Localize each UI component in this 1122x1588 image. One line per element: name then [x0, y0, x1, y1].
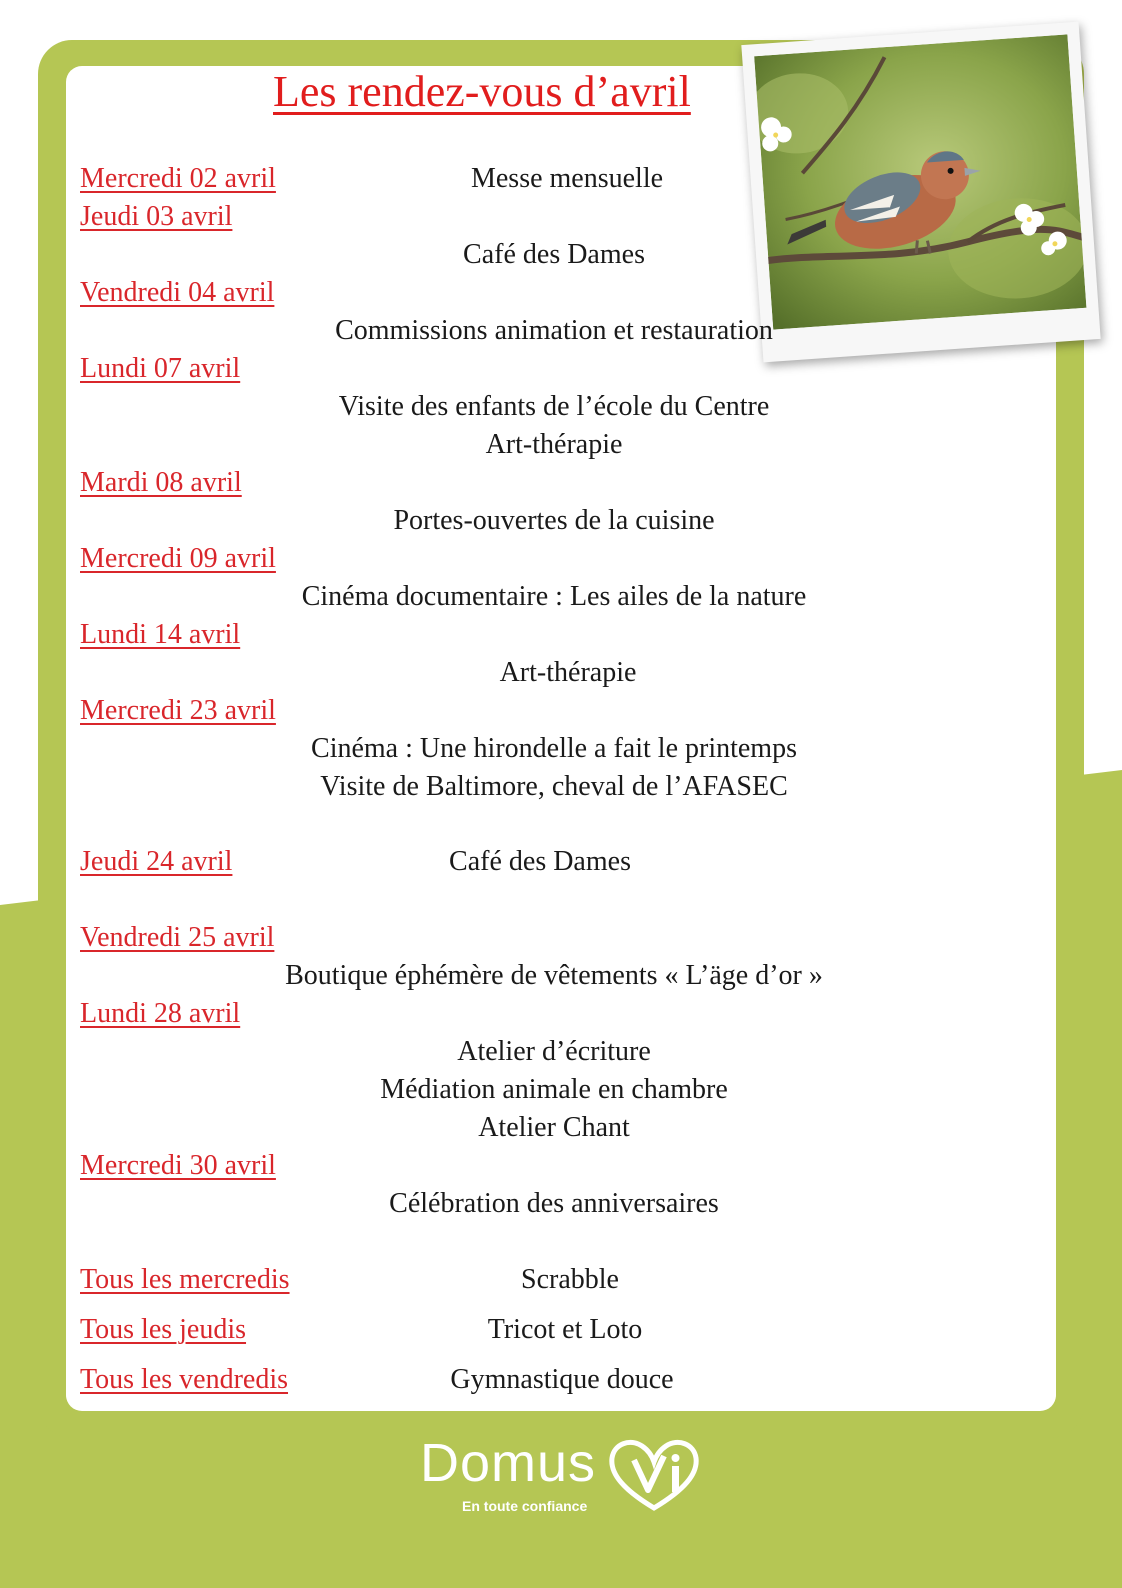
- activity-label: Boutique éphémère de vêtements « L’äge d’or »: [285, 960, 823, 991]
- activity-label: Médiation animale en chambre: [380, 1074, 728, 1105]
- date-label: Lundi 07 avril: [80, 353, 241, 384]
- activity-label: Café des Dames: [449, 846, 631, 877]
- chaffinch-bird-photo: [754, 34, 1086, 329]
- activity-label: Cinéma : Une hirondelle a fait le printemps: [311, 733, 797, 764]
- date-label: Vendredi 25 avril: [80, 922, 275, 953]
- activity-label: Commissions animation et restauration: [335, 315, 773, 346]
- activity-label: Atelier d’écriture: [457, 1036, 651, 1067]
- recurring-day-label: Tous les vendredis: [80, 1364, 289, 1395]
- activity-label: Messe mensuelle: [470, 163, 664, 194]
- date-label: Jeudi 03 avril: [80, 201, 233, 232]
- domusvi-logo: [420, 1432, 720, 1532]
- activity-label: Atelier Chant: [478, 1112, 630, 1143]
- date-label: Jeudi 24 avril: [80, 846, 233, 877]
- date-label: Lundi 28 avril: [80, 998, 241, 1029]
- date-label: Mercredi 23 avril: [80, 695, 276, 726]
- brand-name: Domus: [420, 1433, 597, 1493]
- recurring-day-label: Tous les jeudis: [80, 1314, 247, 1345]
- activity-label: Célébration des anniversaires: [389, 1188, 719, 1219]
- activity-label: Art-thérapie: [485, 429, 623, 460]
- bird-photo-frame: [741, 22, 1100, 363]
- date-label: Mercredi 09 avril: [80, 543, 276, 574]
- activity-label: Visite des enfants de l’école du Centre: [338, 391, 770, 422]
- page-title: Les rendez-vous d’avril: [273, 67, 691, 116]
- recurring-activity-label: Scrabble: [521, 1264, 619, 1295]
- activity-label: Cinéma documentaire : Les ailes de la nature: [301, 581, 807, 612]
- heart-vi-icon: [604, 1434, 704, 1514]
- recurring-day-label: Tous les mercredis: [80, 1264, 290, 1295]
- brand-tagline: En toute confiance: [462, 1498, 588, 1514]
- date-label: Mercredi 30 avril: [80, 1150, 276, 1181]
- date-label: Vendredi 04 avril: [80, 277, 275, 308]
- date-label: Mercredi 02 avril: [80, 163, 276, 194]
- recurring-activity-label: Gymnastique douce: [450, 1364, 674, 1395]
- activity-label: Visite de Baltimore, cheval de l’AFASEC: [320, 771, 788, 802]
- date-label: Mardi 08 avril: [80, 467, 242, 498]
- activity-label: Café des Dames: [463, 239, 645, 270]
- date-label: Lundi 14 avril: [80, 619, 241, 650]
- activity-label: Art-thérapie: [499, 657, 637, 688]
- recurring-activity-label: Tricot et Loto: [487, 1314, 643, 1345]
- activity-label: Portes-ouvertes de la cuisine: [393, 505, 715, 536]
